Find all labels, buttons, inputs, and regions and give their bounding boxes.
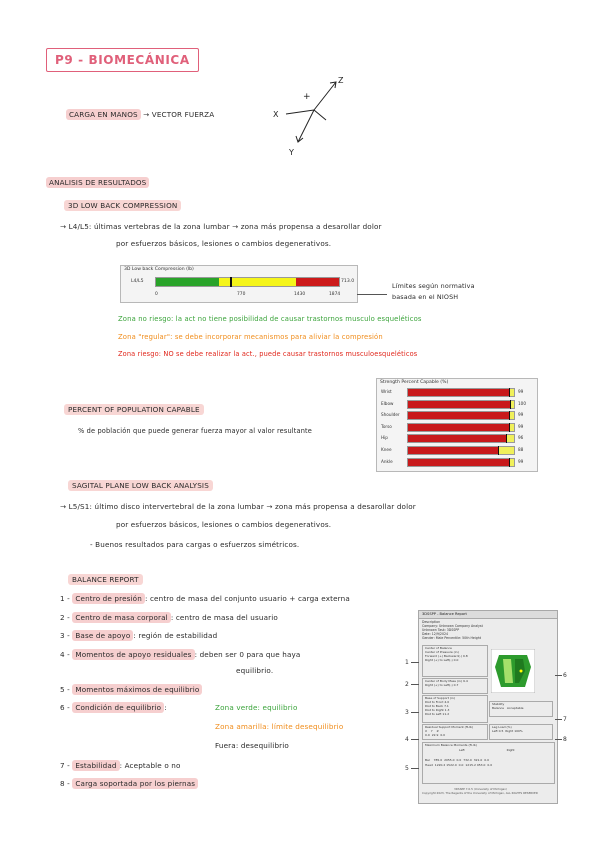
win-company: Company: Unknown Company Analyst — [422, 624, 483, 628]
callout-5: 5 — [405, 765, 409, 772]
joint-label: Ankle — [381, 458, 393, 464]
zone-orange: Zona "regular": se debe incorporar mecanismos para aliviar la compresión — [118, 333, 383, 341]
leg-title: Leg Load (%) — [492, 725, 512, 729]
callout-4: 4 — [405, 736, 409, 743]
plus-label: + — [303, 92, 311, 102]
strength-bar — [407, 423, 515, 432]
lowback-text1: últimas vertebras de la zona lumbar → zona más propensa a desarollar dolor — [93, 222, 382, 231]
item-label: Base de apoyo — [72, 630, 133, 641]
footer-text: 3DSSPP 7.0.5 (University of Michigan) — [454, 787, 508, 791]
x-label: X — [273, 110, 279, 119]
item-label: Momentos de apoyo residuales — [72, 649, 194, 660]
bos-label: Dist to Back — [425, 704, 444, 708]
stability-label: Stability — [492, 702, 505, 706]
strength-value: 88 — [518, 447, 524, 452]
cop-right-val: 0.0 — [453, 658, 459, 662]
strength-marker — [509, 423, 511, 432]
strength-fill — [408, 447, 498, 454]
item-text: : centro de masa del usuario — [170, 613, 278, 622]
win-date: Date: 12/9/2024 — [422, 632, 449, 636]
leg-right: Right — [505, 729, 514, 733]
window-footer — [422, 787, 538, 795]
cop-forward-val: 9.8 — [462, 654, 468, 658]
joint-label: Wrist — [381, 389, 392, 394]
strength-bar — [407, 458, 515, 467]
max-left: Left — [459, 747, 465, 752]
callout-8: 8 — [563, 736, 567, 743]
bos-label: Dist to Right — [425, 708, 444, 712]
leg-left-val: 0.5 — [498, 729, 504, 733]
callout-line — [411, 768, 419, 769]
cob-title: Center of Balance — [425, 646, 452, 650]
carga-label: CARGA EN MANOS — [66, 109, 141, 120]
sagital-line2: por esfuerzos básicos, lesiones o cambios degenerativos. — [116, 520, 332, 529]
callout-line — [555, 719, 562, 720]
callout-line — [411, 712, 419, 713]
callout-1: 1 — [405, 659, 409, 666]
m-x-val: 0.0 — [425, 733, 430, 737]
max-row-2: Head 1220.2 1522.0 0.0 1215.2 953.0 0.0 — [425, 762, 493, 767]
strength-bar — [407, 434, 515, 443]
cond-out: Fuera: desequilibrio — [215, 741, 289, 750]
m-y: Y — [430, 729, 433, 733]
moments-title: Residual Support Moment (ft-lb) — [425, 725, 473, 729]
balance-item-4-cont: equilibrio. — [236, 666, 274, 675]
item-label: Momentos máximos de equilibrio — [72, 684, 202, 695]
strength-fill — [408, 401, 510, 408]
strength-title: Strength Percent Capable (%) — [380, 380, 449, 385]
strength-marker — [510, 400, 512, 409]
limits-note-2: basada en el NIOSH — [392, 293, 459, 301]
green-zone — [156, 278, 219, 286]
bos-label: Dist to Left — [425, 712, 442, 716]
red-zone — [296, 278, 339, 286]
item-num: 4 - — [60, 650, 70, 659]
lowback-line2: por esfuerzos básicos, lesiones o cambios degenerativos. — [116, 239, 332, 248]
carga-value: VECTOR FUERZA — [151, 110, 215, 119]
support-diagram — [491, 649, 535, 693]
strength-bar — [407, 411, 515, 420]
item-label: Estabilidad — [72, 760, 119, 771]
strength-value: 96 — [518, 435, 524, 441]
strength-marker — [498, 446, 500, 455]
tick-2: 1430 — [294, 292, 306, 297]
item-num: 5 - — [60, 685, 70, 694]
item-text: : — [164, 703, 167, 712]
analisis-heading — [46, 178, 149, 187]
strength-bar — [407, 446, 515, 455]
strength-value: 100 — [518, 400, 526, 406]
tick-3: 1874 — [329, 292, 341, 297]
copyright-text: Copyright 2023, The Regents of the University of Michigan, ALL RIGHTS RESERVED — [422, 791, 538, 795]
item-num: 1 - — [60, 594, 70, 603]
joint-label: Hip — [381, 435, 388, 441]
win-description: Description — [422, 620, 441, 624]
balance-item-3 — [60, 631, 217, 640]
joint-label: Elbow — [381, 400, 394, 406]
balance-item-5 — [60, 685, 202, 694]
percent-text: % de población que puede generar fuerza mayor al valor resultante — [78, 427, 312, 435]
strength-fill — [408, 412, 509, 419]
strength-value: 99 — [518, 423, 524, 429]
callout-line — [411, 662, 419, 663]
strength-value: 99 — [518, 458, 524, 464]
strength-fill — [408, 459, 509, 466]
max-title: Maximum Balance Moments (ft-lb) — [425, 743, 477, 747]
leg-right-val: 100% — [514, 729, 523, 733]
strength-fill — [408, 424, 509, 431]
zone-red: Zona riesgo: NO se debe realizar la act., puede causar trastornos musculoesqueléticos — [118, 350, 418, 358]
cond-orange: Zona amarilla: límite desequilibrio — [215, 722, 344, 731]
m-x: X — [425, 729, 428, 733]
com-right-val: 0.7 — [453, 683, 459, 687]
bos-label: Dist to Front — [425, 700, 444, 704]
limits-arrow — [357, 294, 387, 295]
y-label: Y — [289, 148, 294, 157]
strength-bar — [407, 388, 515, 397]
item-text: : deben ser 0 para que haya — [194, 650, 301, 659]
stability-value: Acceptable — [506, 706, 524, 710]
sagital-text1: último disco intervertebral de la zona lumbar → zona más propensa a desarollar dolor — [94, 502, 416, 511]
center-of-balance-box — [422, 645, 488, 677]
leg-left: Left — [492, 729, 498, 733]
bos-val: 11.2 — [442, 712, 450, 716]
item-num: 7 - — [60, 761, 70, 770]
m-z: Z — [436, 729, 439, 733]
strength-fill — [408, 435, 506, 442]
strength-chart — [376, 378, 538, 472]
item-label: Condición de equilibrio — [72, 702, 164, 713]
z-label: Z — [338, 76, 344, 85]
x-axis — [286, 110, 314, 114]
item-label: Carga soportada por los piernas — [72, 778, 198, 789]
callout-line — [411, 684, 419, 685]
cop-forward: Forward (+) Backward(-) — [425, 654, 462, 658]
callout-7: 7 — [563, 716, 567, 723]
callout-line — [411, 739, 419, 740]
bos-val: 7.1 — [444, 704, 449, 708]
win-gender: Gender: Male Percentile: 50th Height — [422, 636, 482, 640]
max-moments-box — [422, 742, 555, 784]
stability-left: Balance — [492, 706, 504, 710]
callout-2: 2 — [405, 681, 409, 688]
percent-heading — [64, 405, 204, 414]
max-row-1: Bal 785.0 2055.0 0.0 732.0 321.0 0.0 — [425, 758, 490, 762]
strength-bar — [407, 400, 515, 409]
cond-green: Zona verde: equilibrio — [215, 703, 298, 712]
strength-marker — [509, 458, 511, 467]
chart-end-value: 713.0 — [341, 279, 355, 284]
balance-item-7 — [60, 761, 181, 770]
tick-1: 770 — [237, 292, 246, 297]
joint-label: Knee — [381, 447, 392, 452]
stability-box — [489, 701, 553, 717]
sagital-prefix: → L5/S1: — [60, 502, 93, 511]
m-z-val: 0.0 — [440, 733, 446, 737]
window-header — [422, 620, 483, 640]
strength-fill — [408, 389, 509, 396]
strength-value: 99 — [518, 389, 524, 394]
joint-label: Torso — [381, 423, 392, 429]
joint-label: Shoulder — [381, 412, 400, 418]
bos-title: Base of Support (in) — [425, 696, 455, 700]
value-marker — [230, 277, 232, 287]
limits-note-1: Límites según normativa — [392, 282, 475, 290]
balance-heading-text: BALANCE REPORT — [68, 574, 143, 585]
item-text: : Aceptable o no — [119, 761, 181, 770]
sagital-heading — [68, 481, 213, 490]
item-label: Centro de masa corporal — [72, 612, 170, 623]
base-support-box — [422, 695, 488, 723]
item-label: Centro de presión — [72, 593, 145, 604]
lowback-heading — [64, 201, 181, 210]
balance-window — [418, 610, 558, 804]
chart-title: 3D Low back Compression (lb) — [124, 267, 194, 272]
bos-val: 4.0 — [444, 700, 450, 704]
cop-label: Center of Pressure (in) — [425, 650, 459, 654]
axes-diagram — [268, 72, 358, 162]
lowback-prefix: → L4/L5: — [60, 222, 92, 231]
balance-item-4 — [60, 650, 300, 659]
com-right: Right (+) to Left(-) — [425, 683, 453, 687]
strength-marker — [509, 411, 511, 420]
window-title: 3DSSPP - Balance Report — [422, 612, 467, 616]
item-num: 3 - — [60, 631, 70, 640]
bos-val: 1.3 — [444, 708, 450, 712]
percent-heading-text: PERCENT OF POPULATION CAPABLE — [64, 404, 204, 415]
cop-right: Right (+) to Left(-) — [425, 658, 453, 662]
analisis-heading-text: ANALISIS DE RESULTADOS — [46, 177, 149, 188]
arrow-icon: → — [143, 110, 150, 119]
com-label: Center of Body Mass (in) — [425, 679, 463, 683]
balance-item-2 — [60, 613, 278, 622]
lowback-heading-text: 3D LOW BACK COMPRESSION — [64, 200, 181, 211]
item-num: 8 - — [60, 779, 70, 788]
strength-value: 99 — [518, 412, 524, 418]
lowback-line1 — [60, 222, 382, 231]
sagital-line1 — [60, 502, 416, 511]
item-text: : región de estabilidad — [133, 631, 218, 640]
max-right: Right — [506, 747, 515, 752]
page-title: P9 - BIOMECÁNICA — [46, 48, 199, 72]
strength-marker — [506, 434, 508, 443]
balance-heading — [68, 575, 143, 584]
y-axis — [298, 110, 314, 142]
callout-6: 6 — [563, 672, 567, 679]
chart-row-label: L4/L5 — [131, 279, 144, 284]
com-forward-val: 9.4 — [462, 679, 468, 683]
item-num: 6 - — [60, 703, 70, 712]
tick-0: 0 — [155, 292, 158, 297]
item-text: : centro de masa del conjunto usuario + carga externa — [144, 594, 350, 603]
item-num: 2 - — [60, 613, 70, 622]
chart-track — [155, 277, 340, 287]
callout-line — [555, 739, 562, 740]
residual-moment-box — [422, 724, 488, 740]
window-titlebar — [419, 611, 557, 619]
sagital-line3: - Buenos resultados para cargas o esfuerzos simétricos. — [90, 540, 300, 549]
leg-load-box — [489, 724, 553, 740]
balance-item-8 — [60, 779, 198, 788]
center-of-mass-box — [422, 678, 488, 694]
low-back-chart — [120, 265, 358, 303]
balance-item-6 — [60, 703, 167, 712]
m-y-val: 22.9 — [431, 733, 439, 737]
callout-line — [555, 675, 562, 676]
zone-green: Zona no riesgo: la act no tiene posibilidad de causar trastornos musculo esqueléticos — [118, 315, 422, 323]
carga-line — [66, 110, 214, 119]
callout-3: 3 — [405, 709, 409, 716]
balance-item-1 — [60, 594, 350, 603]
z-axis — [314, 82, 336, 110]
sagital-heading-text: SAGITAL PLANE LOW BACK ANALYSIS — [68, 480, 213, 491]
win-analyst: Unknown Task: 3DSSPP — [422, 628, 460, 632]
strength-marker — [509, 388, 511, 397]
